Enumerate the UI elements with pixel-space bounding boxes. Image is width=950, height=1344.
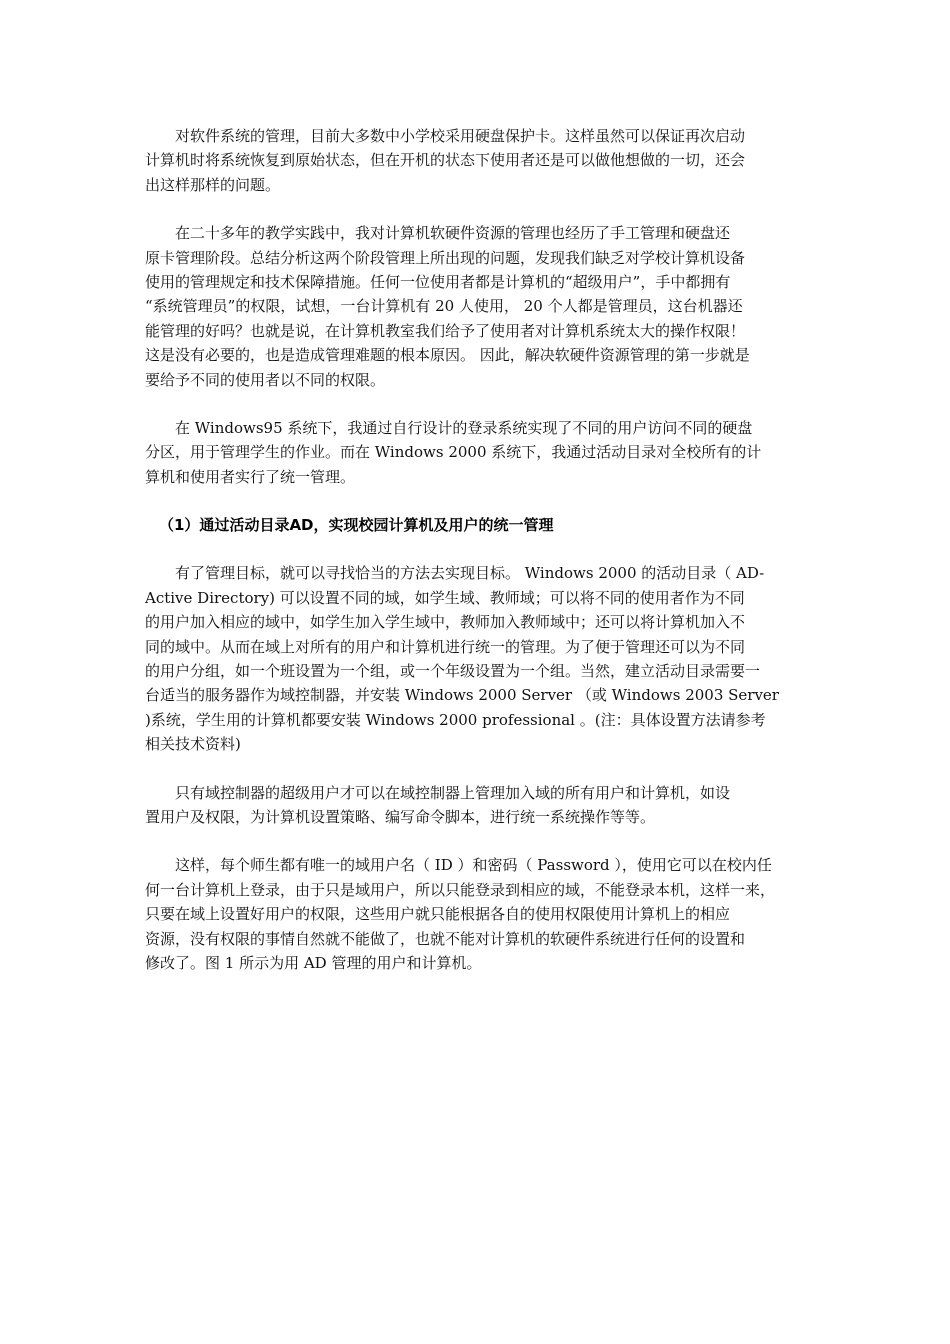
paragraph-teaching-practice: 在二十多年的教学实践中，我对计算机软硬件资源的管理也经历了手工管理和硬盘还 原卡管理阶段。总结分析这两个阶段管理上所出现的问题，发现我们缺乏对学校计算机设备 使用的管理规定和技术保障措施。任何一位使用者都是计算机的“超级用户”，手中都拥有 “系统管理员”的权限，试想，一台计算机有 20 人使用， 20 个人都是管理员，这台机器还 能管理的好吗？也就是说，在计算机教室我们给予了使用者对计算机系统太大的操作权限！ 这是没有必要的，也是造成管理难题的根本原因。 因此，解决软硬件资源管理的第一步就是 要给予不同的使用者以不同的权限。 (145, 224, 750, 389)
section-heading: （1）通过活动目录AD，实现校园计算机及用户的统一管理 (159, 516, 554, 535)
paragraph-active-directory: 有了管理目标，就可以寻找恰当的方法去实现目标。 Windows 2000 的活动目录（ AD- Active Directory) 可以设置不同的域，如学生域、教师域；可以将不同的使用者作为不同 的用户加入相应的域中，如学生加入学生域中，教师加入教师域中；还可以将计算机加入不 同的域中。从而在域上对所有的用户和计算机进行统一的管理。为了便于管理还可以为不同 的用户分组，如一个班设置为一个组，或一个年级设置为一个组。当然，建立活动目录需要一 台适当的服务器作为域控制器，并安装 Windows 2000 Server （或 Windows 2003 Server )系统，学生用的计算机都要安装 Windows 2000 professional 。(注：具体设置方法请参考 相关技术资料) (145, 564, 779, 754)
document-body (145, 124, 807, 999)
paragraph-domain-controller: 只有域控制器的超级用户才可以在域控制器上管理加入域的所有用户和计算机，如设 置用户及权限，为计算机设置策略、编写命令脚本，进行统一系统操作等等。 (145, 783, 731, 826)
paragraph-windows-systems: 在 Windows95 系统下，我通过自行设计的登录系统实现了不同的用户访问不同的硬盘 分区，用于管理学生的作业。而在 Windows 2000 系统下，我通过活动目录对全校所有的计 算机和使用者实行了统一管理。 (145, 419, 762, 486)
paragraph-domain-users: 这样，每个师生都有唯一的域用户名（ ID ）和密码（ Password ），使用它可以在校内任 何一台计算机上登录，由于只是域用户，所以只能登录到相应的域，不能登录本机，这样一来， 只要在域上设置好用户的权限，这些用户就只能根据各自的使用权限使用计算机上的相应 资源，没有权限的事情自然就不能做了，也就不能对计算机的软硬件系统进行任何的设置和 修改了。图 1 所示为用 AD 管理的用户和计算机。 (145, 856, 776, 972)
paragraph-software-management: 对软件系统的管理，目前大多数中小学校采用硬盘保护卡。这样虽然可以保证再次启动 计算机时将系统恢复到原始状态，但在开机的状态下使用者还是可以做他想做的一切，还会 出这样那样的问题。 (145, 127, 746, 194)
